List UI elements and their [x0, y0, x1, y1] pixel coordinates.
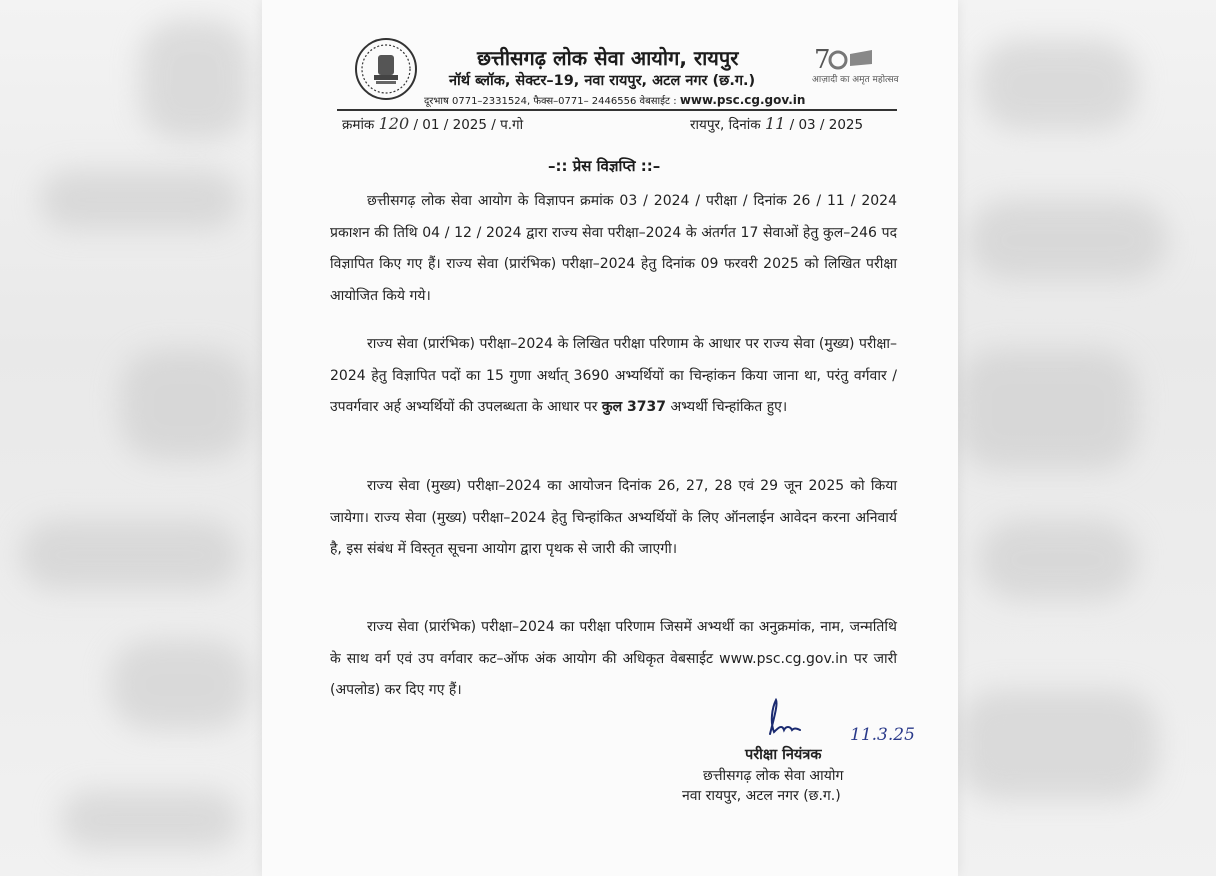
- background-blur-left: [0, 0, 262, 876]
- date-month-year: / 03 / 2025: [789, 117, 864, 133]
- paragraph-2: [330, 329, 897, 424]
- signature-scribble-icon: [762, 698, 802, 740]
- letterhead-divider: [337, 109, 897, 111]
- commission-address: नॉर्थ ब्लॉक, सेक्टर–19, नवा रायपुर, अटल नगर (छ.ग.): [449, 73, 756, 89]
- handwritten-day: 11: [764, 114, 786, 133]
- cgpsc-emblem-icon: [354, 37, 418, 101]
- paragraph-4: राज्य सेवा (प्रारंभिक) परीक्षा–2024 का परीक्षा परिणाम जिसमें अभ्यर्थी का अनुक्रमांक, नाम, जन्मतिथि के साथ वर्ग एवं उप वर्गवार कट–ऑफ अंक आयोग की अधिकृत वेबसाईट www.psc.cg.gov.in पर जारी (अपलोड) कर दिए गए हैं।: [330, 619, 897, 698]
- press-release-title: –:: प्रेस विज्ञप्ति ::–: [548, 157, 661, 175]
- paragraph-3: राज्य सेवा (मुख्य) परीक्षा–2024 का आयोजन दिनांक 26, 27, 28 एवं 29 जून 2025 को किया जायेगा। राज्य सेवा (मुख्य) परीक्षा–2024 हेतु चिन्हांकित अभ्यर्थियों के लिए ऑनलाईन आवेदन करना अनिवार्य है, इस संबंध में विस्तृत सूचना आयोग द्वारा पृथक से जारी की जाएगी।: [330, 478, 897, 557]
- svg-text:7: 7: [814, 45, 831, 75]
- commission-title: छत्तीसगढ़ लोक सेवा आयोग, रायपुर: [477, 46, 739, 70]
- signatory-place: नवा रायपुर, अटल नगर (छ.ग.): [682, 788, 841, 804]
- azadi-logo-text: आज़ादी का अमृत महोत्सव: [812, 75, 899, 85]
- website-link[interactable]: www.psc.cg.gov.in: [679, 93, 806, 107]
- commission-contact: [424, 93, 805, 107]
- contact-text: दूरभाष 0771–2331524, फैक्स–0771– 2446556 वेबसाईट :: [424, 96, 680, 107]
- reference-suffix: / 01 / 2025 / प.गो: [413, 117, 524, 133]
- background-blur-right: [958, 0, 1216, 876]
- signatory-designation: परीक्षा नियंत्रक: [745, 747, 822, 763]
- reference-handwritten-number: 120: [378, 114, 410, 133]
- place-date-label: रायपुर, दिनांक: [690, 117, 761, 133]
- reference-number: [342, 114, 523, 133]
- press-release-document: [262, 0, 958, 876]
- handwritten-signature-date: 11.3.25: [850, 725, 915, 745]
- azadi-ka-amrit-mahotsav-logo: [810, 44, 900, 100]
- paragraph-2-bold-count: कुल 3737: [601, 399, 667, 415]
- paragraph-1: छत्तीसगढ़ लोक सेवा आयोग के विज्ञापन क्रमांक 03 / 2024 / परीक्षा / दिनांक 26 / 11 / 2024 प्रकाशन की तिथि 04 / 12 / 2024 द्वारा राज्य सेवा परीक्षा–2024 के अंतर्गत 17 सेवाओं हेतु कुल–246 पद विज्ञापित किए गए हैं। राज्य सेवा (प्रारंभिक) परीक्षा–2024 हेतु दिनांक 09 फरवरी 2025 को लिखित परीक्षा आयोजित किये गये।: [330, 193, 897, 304]
- paragraph-2-text: राज्य सेवा (प्रारंभिक) परीक्षा–2024 के लिखित परीक्षा परिणाम के आधार पर राज्य सेवा (मुख्य) परीक्षा–2024 हेतु विज्ञापित पदों का 15 गुणा अर्थात् 3690 अभ्यर्थियों का चिन्हांकन किया जाना था, परंतु वर्गवार / उपवर्गवार अर्ह अभ्यर्थियों की उपलब्धता के आधार पर: [330, 336, 897, 415]
- reference-prefix: क्रमांक: [342, 117, 375, 133]
- signatory-organisation: छत्तीसगढ़ लोक सेवा आयोग: [703, 768, 844, 784]
- reference-date: [690, 114, 863, 133]
- paragraph-2-tail: अभ्यर्थी चिन्हांकित हुए।: [666, 399, 788, 415]
